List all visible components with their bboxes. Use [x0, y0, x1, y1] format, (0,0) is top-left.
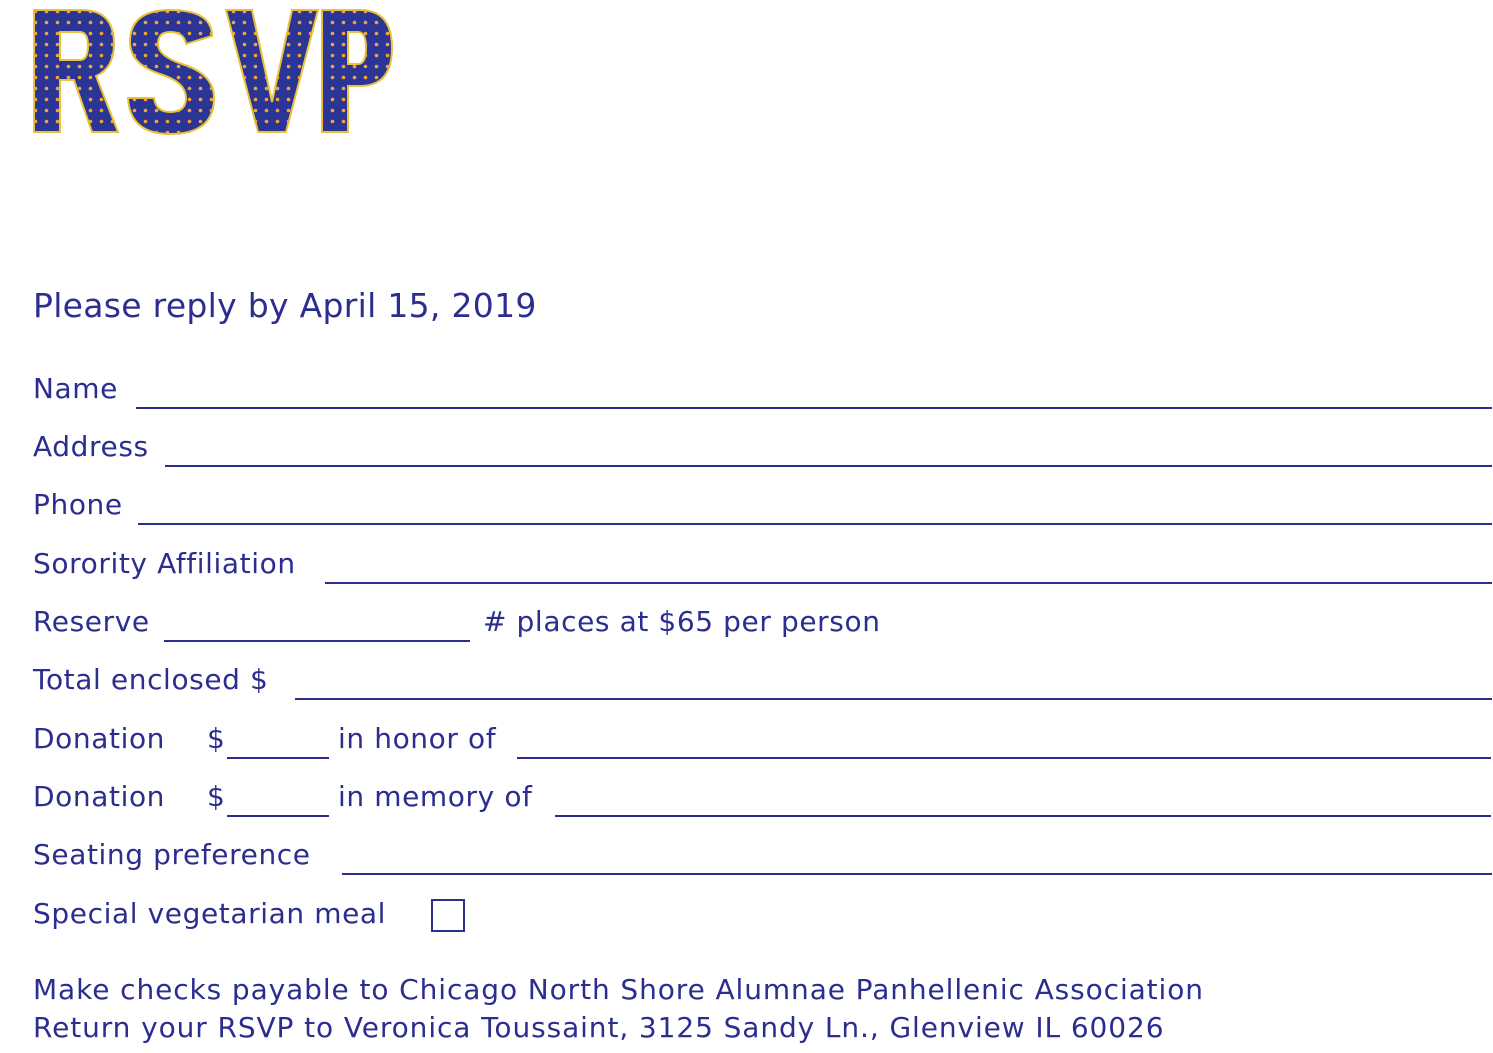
sorority-label: Sorority Affiliation: [33, 547, 296, 580]
seating-label: Seating preference: [33, 838, 311, 871]
donation-memory-label: Donation: [33, 780, 166, 813]
reserve-suffix: # places at $65 per person: [483, 605, 881, 638]
address-label: Address: [33, 430, 149, 463]
phone-label: Phone: [33, 488, 123, 521]
sorority-row: [33, 547, 1493, 587]
vegetarian-row: [33, 897, 453, 937]
donation-honor-dollar: $: [207, 722, 226, 755]
total-label: Total enclosed $: [33, 663, 269, 696]
reply-deadline: Please reply by April 15, 2019: [33, 286, 537, 325]
phone-row: [33, 488, 1493, 528]
memory-line[interactable]: [555, 815, 1491, 817]
donation-honor-row: [33, 722, 1493, 762]
seating-line[interactable]: [342, 873, 1492, 875]
reserve-row: [33, 605, 1493, 645]
memory-label: in memory of: [338, 780, 533, 813]
vegetarian-checkbox[interactable]: [431, 899, 465, 932]
honor-label: in honor of: [338, 722, 497, 755]
donation-honor-amount-line[interactable]: [227, 757, 329, 759]
address-line[interactable]: [165, 465, 1492, 467]
vegetarian-label: Special vegetarian meal: [33, 897, 387, 930]
donation-honor-label: Donation: [33, 722, 166, 755]
donation-memory-dollar: $: [207, 780, 226, 813]
total-line[interactable]: [295, 698, 1492, 700]
checks-payable-note: Make checks payable to Chicago North Shore Alumnae Panhellenic Association: [33, 973, 1204, 1006]
rsvp-logo: [30, 6, 396, 138]
total-row: [33, 663, 1493, 703]
sorority-line[interactable]: [325, 582, 1492, 584]
seating-row: [33, 838, 1493, 878]
reserve-line[interactable]: [164, 640, 470, 642]
name-row: [33, 372, 1493, 412]
name-label: Name: [33, 372, 119, 405]
reserve-label: Reserve: [33, 605, 150, 638]
honor-line[interactable]: [517, 757, 1491, 759]
donation-memory-row: [33, 780, 1493, 820]
return-address-note: Return your RSVP to Veronica Toussaint, 3125 Sandy Ln., Glenview IL 60026: [33, 1011, 1165, 1044]
donation-memory-amount-line[interactable]: [227, 815, 329, 817]
name-line[interactable]: [136, 407, 1492, 409]
rsvp-logo-art: [30, 6, 396, 138]
phone-line[interactable]: [138, 523, 1492, 525]
address-row: [33, 430, 1493, 470]
